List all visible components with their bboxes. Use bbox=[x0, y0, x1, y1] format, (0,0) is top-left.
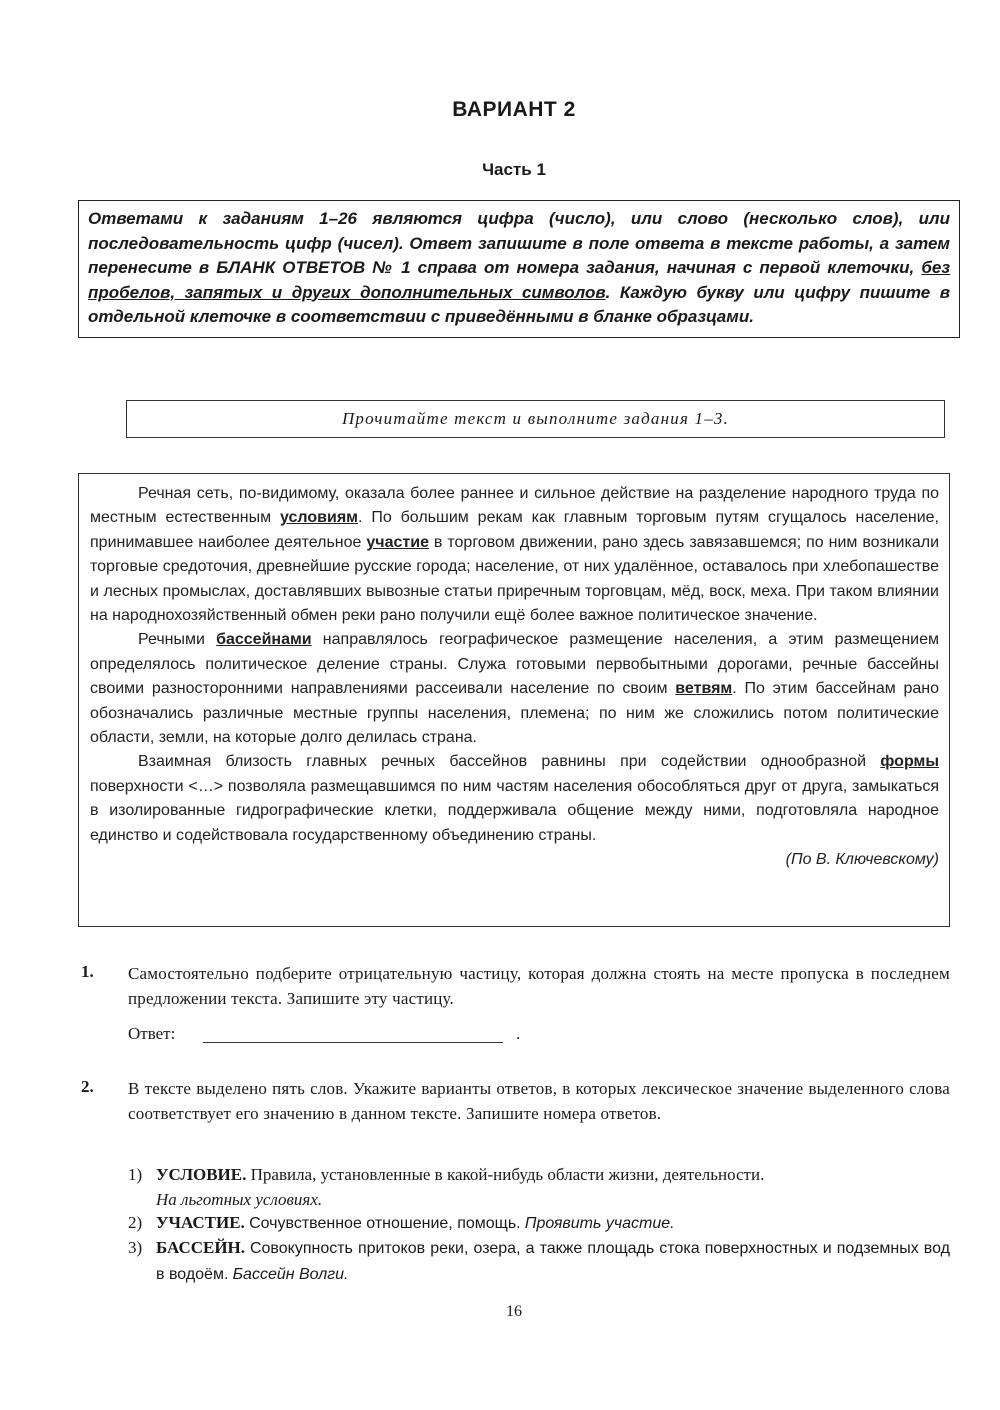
part-title: Часть 1 bbox=[482, 160, 546, 179]
option-3 bbox=[128, 1235, 950, 1287]
passage-text: Речными bbox=[138, 631, 217, 649]
read-prompt: Прочитайте текст и выполните задания 1–3. bbox=[126, 400, 945, 438]
variant-title: ВАРИАНТ 2 bbox=[452, 98, 576, 121]
passage-text: Взаимная близость главных речных бассейнов равнины при содействии однообразной bbox=[138, 753, 881, 771]
instructions-text-end: . Каждую букву или цифру пишите в отдельной клеточке в соответствии с приведёнными в бланке образцами. bbox=[88, 282, 950, 326]
page-number: 16 bbox=[506, 1303, 522, 1320]
passage-paragraph-2 bbox=[90, 628, 939, 750]
answer-line[interactable] bbox=[203, 1042, 503, 1043]
passage-source: (По В. Ключевскому) bbox=[785, 851, 939, 869]
highlighted-word: бассейнами bbox=[216, 631, 312, 649]
option-word: УЧАСТИЕ. bbox=[156, 1213, 245, 1232]
passage-text: . По большим рекам как главным торговым путям сгущалось население, принимавшее наиболее деятельное bbox=[90, 509, 939, 551]
answer-dot: . bbox=[516, 1024, 521, 1043]
question-1-text: Самостоятельно подберите отрицательную частицу, которая должна стоять на месте пропуска в последнем предложении текста. Запишите эту частицу. bbox=[128, 964, 950, 1008]
option-1 bbox=[128, 1162, 950, 1212]
question-2-text: В тексте выделено пять слов. Укажите варианты ответов, в которых лексическое значение выделенного слова соответствует его значению в данном тексте. Запишите номера ответов. bbox=[128, 1079, 950, 1123]
option-definition: Совокупность притоков реки, озера, а также площадь стока поверхностных и подземных вод в водоём. bbox=[156, 1240, 951, 1283]
instructions-box bbox=[78, 200, 960, 338]
option-number: 1) bbox=[128, 1165, 143, 1184]
passage-text: . По этим бассейнам рано обозначались различные местные группы населения, племена; по ним же сложились потом политические области, земли, на которые долго делилась страна. bbox=[90, 680, 940, 747]
option-word: УСЛОВИЕ. bbox=[156, 1165, 247, 1184]
option-definition: Сочувственное отношение, помощь. bbox=[249, 1215, 521, 1232]
option-2 bbox=[128, 1210, 950, 1236]
passage-paragraph-3 bbox=[90, 750, 939, 848]
highlighted-word: условиям bbox=[280, 509, 358, 527]
answer-field-1[interactable] bbox=[128, 1024, 548, 1048]
passage-text: поверхности <…> позволяла размещавшимся по ним частям населения обособляться друг от друга, замыкаться в изолированные гидрографические клетки, поддерживала общение между ними, подготовляла народное единство и содействовала государственному объединению страны. bbox=[90, 777, 939, 844]
passage-text: Речная сеть, по-видимому, оказала более раннее и сильное действие на разделение народного труда по местным естественным bbox=[90, 485, 939, 527]
option-word: БАССЕЙН. bbox=[156, 1238, 246, 1257]
option-number: 3) bbox=[128, 1238, 143, 1257]
option-example: Бассейн Волги. bbox=[232, 1266, 349, 1283]
highlighted-word: формы bbox=[880, 753, 939, 771]
question-2-number: 2. bbox=[81, 1077, 94, 1096]
highlighted-word: участие bbox=[366, 533, 429, 551]
option-example: Проявить участие. bbox=[524, 1215, 675, 1232]
question-1-number: 1. bbox=[81, 962, 94, 981]
passage-box bbox=[78, 473, 950, 927]
option-number: 2) bbox=[128, 1213, 143, 1232]
option-definition: Правила, установленные в какой-нибудь области жизни, деятельности. bbox=[250, 1165, 765, 1184]
option-example: На льготных условиях. bbox=[156, 1190, 323, 1209]
instructions-underlined: без пробелов, запятых и других дополнительных символов bbox=[88, 258, 950, 302]
passage-text: направлялось географическое размещение населения, а этим размещением определялось политическое деление страны. Служа готовыми первобытными дорогами, речные бассейны своими разносторонними направлениями рассеивали население по своим bbox=[90, 631, 939, 698]
highlighted-word: ветвям bbox=[675, 680, 733, 698]
passage-paragraph-1 bbox=[90, 482, 939, 628]
instructions-text: Ответами к заданиям 1–26 являются цифра (число), или слово (несколько слов), или последовательность цифр (чисел). Ответ запишите в поле ответа в тексте работы, а затем перенесите в БЛАНК ОТВЕТОВ № 1 справа от номера задания, начиная с первой клеточки, bbox=[88, 209, 950, 277]
passage-text: в торговом движении, рано здесь завязавшемся; по ним возникали торговые средоточия, древнейшие русские города; население, от них удалённое, оставалось при хлебопашестве и лесных промыслах, доставлявших вывозные статьи приречным торговцам, мёд, воск, меха. При таком влиянии на народнохозяйственный обмен реки рано получили ещё более важное политическое значение. bbox=[90, 533, 940, 625]
answer-label: Ответ: bbox=[128, 1024, 176, 1043]
